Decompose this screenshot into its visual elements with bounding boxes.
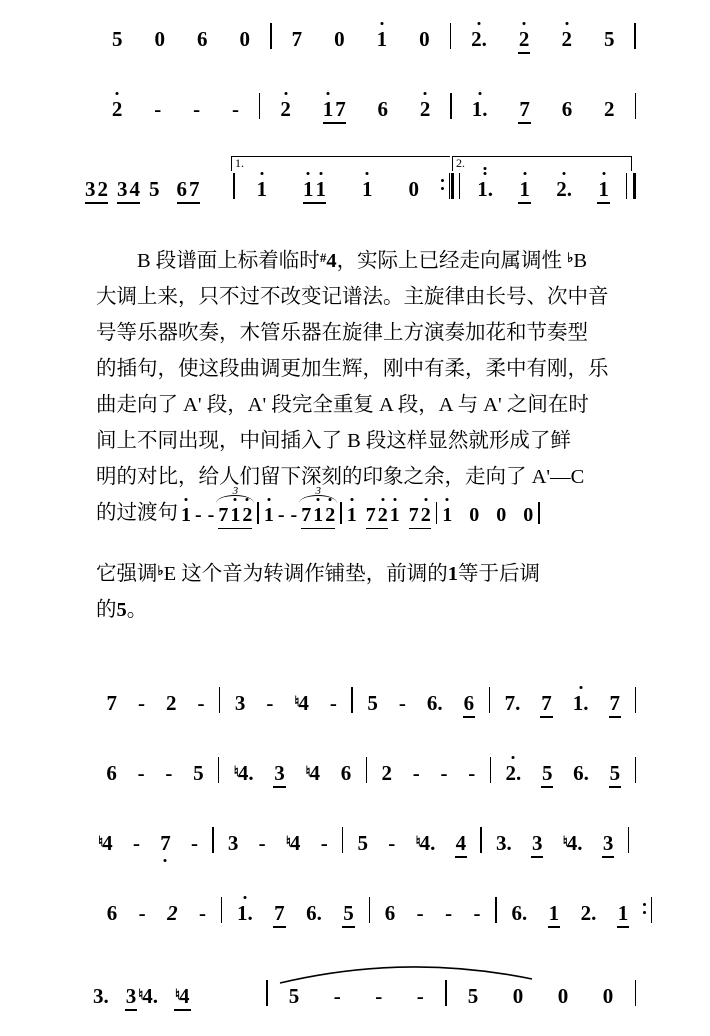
triplet-label: 3 [232,485,239,497]
barline [218,757,220,783]
repeat-start-barline [451,173,460,199]
barline-end [635,980,637,1006]
note-extender: - [195,504,202,526]
note-extender: - [329,690,337,715]
beam-group [84,176,109,201]
staff-line-1 [0,8,710,64]
note: 7 [159,833,172,854]
note: 2 [324,505,336,525]
note: 6 [197,26,208,51]
note: 6. [306,900,322,925]
note: 2 [381,760,393,785]
staff-line-4 [0,672,710,728]
barline-end [634,23,636,49]
note-extender: - [191,830,198,855]
barline-end [635,93,637,119]
note: 1 [597,179,610,200]
barline [340,502,342,524]
note: 7 [519,96,530,121]
measure [374,900,491,925]
staff-line-3 [0,155,710,214]
beam-group [116,176,141,201]
repeat-end-barline [643,897,652,923]
note: 3 [117,176,128,201]
note: ♮4. [233,760,254,785]
note: 6 [384,900,396,925]
measure [96,690,215,715]
note: ♮4. [415,830,436,855]
note: 6. [511,900,528,925]
note: 3 [125,983,137,1008]
analysis-paragraph-1 [96,240,629,495]
note-extender: - [416,900,424,925]
barline [221,897,223,923]
beam-group [365,505,389,525]
volta-1-bracket [231,156,450,171]
staff-line-5 [0,742,710,798]
beam-group [408,505,432,525]
note: 0 [602,983,614,1008]
measure [371,760,485,785]
note: 2 [165,690,177,715]
note-extender: - [138,900,146,925]
barline [436,502,438,524]
volta-1 [229,155,450,201]
note: ♮4 [98,830,113,855]
measure [272,983,442,1008]
measure [96,96,255,121]
measure [501,900,639,925]
note: 2 [167,900,178,925]
prose-line: 曲走向了 A' 段，A' 段完全重复 A 段，A 与 A' 之间在时 [96,394,589,416]
note-extender: - [398,690,406,715]
note: 0 [469,504,480,526]
volta-1-label: 1. [235,155,244,170]
barline [342,827,344,853]
natural-accidental: ♮ [305,764,311,780]
note: 2. [580,900,597,925]
measure [226,900,364,925]
note: 2 [604,96,615,121]
natural-accidental: ♮ [294,694,300,710]
beam-group [176,176,201,201]
note-extender: - [320,830,328,855]
note: 1 [518,179,531,200]
note: ♮4 [294,690,309,715]
note-extender: - [473,900,481,925]
barline [259,93,261,119]
natural-accidental: ♮ [415,834,421,850]
note: 6 [377,96,389,121]
barline-end [635,687,637,713]
barline [480,827,482,853]
barline [366,757,368,783]
barline [450,23,452,49]
barline [490,757,492,783]
barline [495,897,497,923]
note-extender: - [468,760,476,785]
beam-group [322,96,347,121]
prose-line: 间上不同出现，中间插入了 B 段这样显然就形成了鲜 [96,430,571,452]
note: 1 [256,179,269,200]
measure [96,760,214,785]
note: 3 [227,830,239,855]
measure [224,692,347,714]
note: 0 [557,983,569,1008]
note: 2 [97,176,108,201]
prose-line: 它强调♭E 这个音为转调作铺垫，前调的1等于后调 [96,563,541,585]
measure [494,690,630,715]
note: 5 [357,830,369,855]
note: 0 [523,504,534,526]
note: 1 [302,179,315,200]
note: 0 [512,983,524,1008]
note: 2 [111,99,124,120]
note: 1 [389,505,401,525]
prose-line: 明的对比，给人们留下深刻的印象之余，走向了 A'—C [96,466,585,488]
note: 6 [106,760,117,785]
note: 3 [531,830,543,855]
note-extender: - [277,504,285,526]
note: 7 [106,690,117,715]
note-extender: - [333,983,341,1008]
note: 5 [149,176,160,201]
measure [495,760,630,785]
note: 1 [548,900,560,925]
note: 2 [279,99,292,120]
note: 7 [335,96,346,121]
note-extender: - [231,96,239,121]
inline-music-line [96,485,629,533]
barline-end [635,757,637,783]
triplet-group [300,485,336,526]
note-extender: - [132,830,140,855]
note: 0 [334,26,345,51]
note-extender: - [137,760,145,785]
note-extender: - [416,983,424,1008]
note: 2 [419,99,432,120]
flat-accidental: ♭ [567,250,574,265]
note: 7 [218,504,229,526]
note: 7. [504,690,521,715]
note: 0 [419,26,430,51]
note: 5 [609,760,621,785]
note-extender: - [197,690,205,715]
measure [264,96,446,121]
note-extender: - [266,690,274,715]
note: 5 [343,900,354,925]
note: 5 [193,760,204,785]
staff-line-8 [0,960,710,1026]
note: 1 [617,900,629,925]
natural-accidental: ♮ [285,834,291,850]
note-extender: - [290,504,298,526]
note: 7 [541,690,552,715]
barline [266,980,268,1006]
note: 4 [129,176,140,201]
flat-accidental: ♭ [157,563,164,578]
prose-line: B 段谱面上标着临时#4，实际上已经走向属调性 ♭B [137,250,588,272]
inline-music-prefix: 的过渡句 [96,502,178,524]
note: ♮4 [285,830,301,855]
note: 5 [541,760,553,785]
barline [445,980,447,1006]
note: 3. [495,830,512,855]
measure [357,690,485,715]
measure [88,832,208,854]
note: 2 [560,29,573,50]
natural-accidental: ♮ [562,834,568,850]
note: 1. [476,179,494,200]
note: 2 [377,505,389,525]
barline [257,502,259,524]
note: 2. [470,29,488,50]
volta-2-label: 2. [456,155,465,170]
note: 2 [518,29,531,50]
note: 6 [106,900,118,925]
note: 7 [291,26,303,51]
measure [456,96,631,121]
prose-line: 号等乐器吹奏，木管乐器在旋律上方演奏加花和节奏型 [96,322,588,344]
measure [347,832,476,854]
measure [486,832,624,854]
note: 3. [93,983,109,1008]
note: 7 [365,504,376,526]
barline [270,23,272,49]
note: 5 [112,26,123,51]
note-extender: - [258,830,266,855]
note: 6 [340,760,352,785]
triplet-group [217,485,253,526]
barline [489,687,491,713]
note-extender: - [199,900,207,925]
note-extender: - [165,760,173,785]
prose-line: 的5。 [96,599,148,621]
note: 0 [496,504,507,526]
note-extender: - [388,830,396,855]
measure [276,26,446,51]
beam-group [302,176,327,201]
note: 4 [455,830,467,855]
volta-2 [450,155,640,201]
note: 2. [504,763,522,784]
note: 6 [463,690,475,715]
note-extender: - [445,900,453,925]
note: 5 [603,26,615,51]
prose-line: 的插句，使这段曲调更加生辉，刚中有柔，柔中有刚，乐 [96,358,609,380]
barline [369,897,371,923]
measure [223,762,361,784]
repeat-end-barline [441,173,450,199]
note-extender: - [137,690,145,715]
note: 0 [154,26,166,51]
natural-accidental: ♮ [175,987,181,1003]
note: 1 [229,505,241,525]
note: 1 [361,179,374,200]
final-barline [626,173,636,199]
barline [219,687,221,713]
barline-end [628,827,630,853]
note: 7 [274,900,285,925]
inline-music-run [180,485,544,526]
note: 5 [467,983,479,1008]
note: 3 [274,760,285,785]
note: 1 [346,505,358,525]
triplet-label: 3 [315,485,321,497]
note-extender: - [193,96,201,121]
measure-pickup [84,176,229,201]
note: 1 [315,179,328,200]
volta-2-bracket [452,156,632,171]
staff-line-6 [0,812,710,868]
note: 6. [426,690,443,715]
note: 1 [322,99,335,120]
note: 3 [85,176,96,201]
measure [455,26,630,51]
note: 2 [241,505,253,525]
note-extender: - [154,96,162,121]
note-extender: - [207,504,215,526]
staff-line-2 [0,78,710,134]
note: ♮4. [138,983,159,1008]
note: 6 [561,96,573,121]
note: 1. [572,693,590,714]
note-extender: - [440,760,448,785]
tie-arc [276,959,536,985]
barline [450,93,452,119]
staff-line-7 [0,882,710,938]
note: 7 [609,690,621,715]
natural-accidental: ♮ [138,987,144,1003]
note: 7 [301,504,312,526]
note: 1 [263,505,275,525]
note: 7 [408,504,419,526]
note: 0 [239,26,251,51]
note: 0 [408,176,419,201]
note: 3 [234,690,246,715]
note: 1. [471,99,489,120]
note: 1 [376,29,389,50]
analysis-paragraph-2 [96,553,629,628]
note: 5 [288,983,300,1008]
natural-accidental: ♮ [98,834,104,850]
measure [239,176,438,201]
note: ♮4. [562,830,583,855]
note: 6. [573,760,589,785]
note-extender: - [375,983,383,1008]
sharp-accidental: # [319,250,327,265]
note-extender: - [412,760,420,785]
note: 1 [180,505,192,525]
natural-accidental: ♮ [233,764,239,780]
barline [212,827,214,853]
note: ♮4 [305,760,321,785]
note: 1 [312,505,324,525]
note: ♮4 [175,983,190,1008]
barline [233,173,235,199]
measure [464,176,622,201]
measure [451,983,631,1008]
note: 1. [236,903,254,924]
measure [96,26,266,51]
note: 2. [555,179,573,200]
note: 3 [602,830,614,855]
measure [96,900,217,925]
note: 2 [420,505,432,525]
note: 1 [441,505,453,525]
note: 6 [176,176,187,201]
measure [218,832,338,854]
measure [92,985,262,1007]
note: 5 [367,690,378,715]
prose-line: 大调上来，只不过不改变记谱法。主旋律由长号、次中音 [96,286,609,308]
barline-end [538,502,540,524]
note: 7 [189,176,200,201]
barline [351,687,353,713]
